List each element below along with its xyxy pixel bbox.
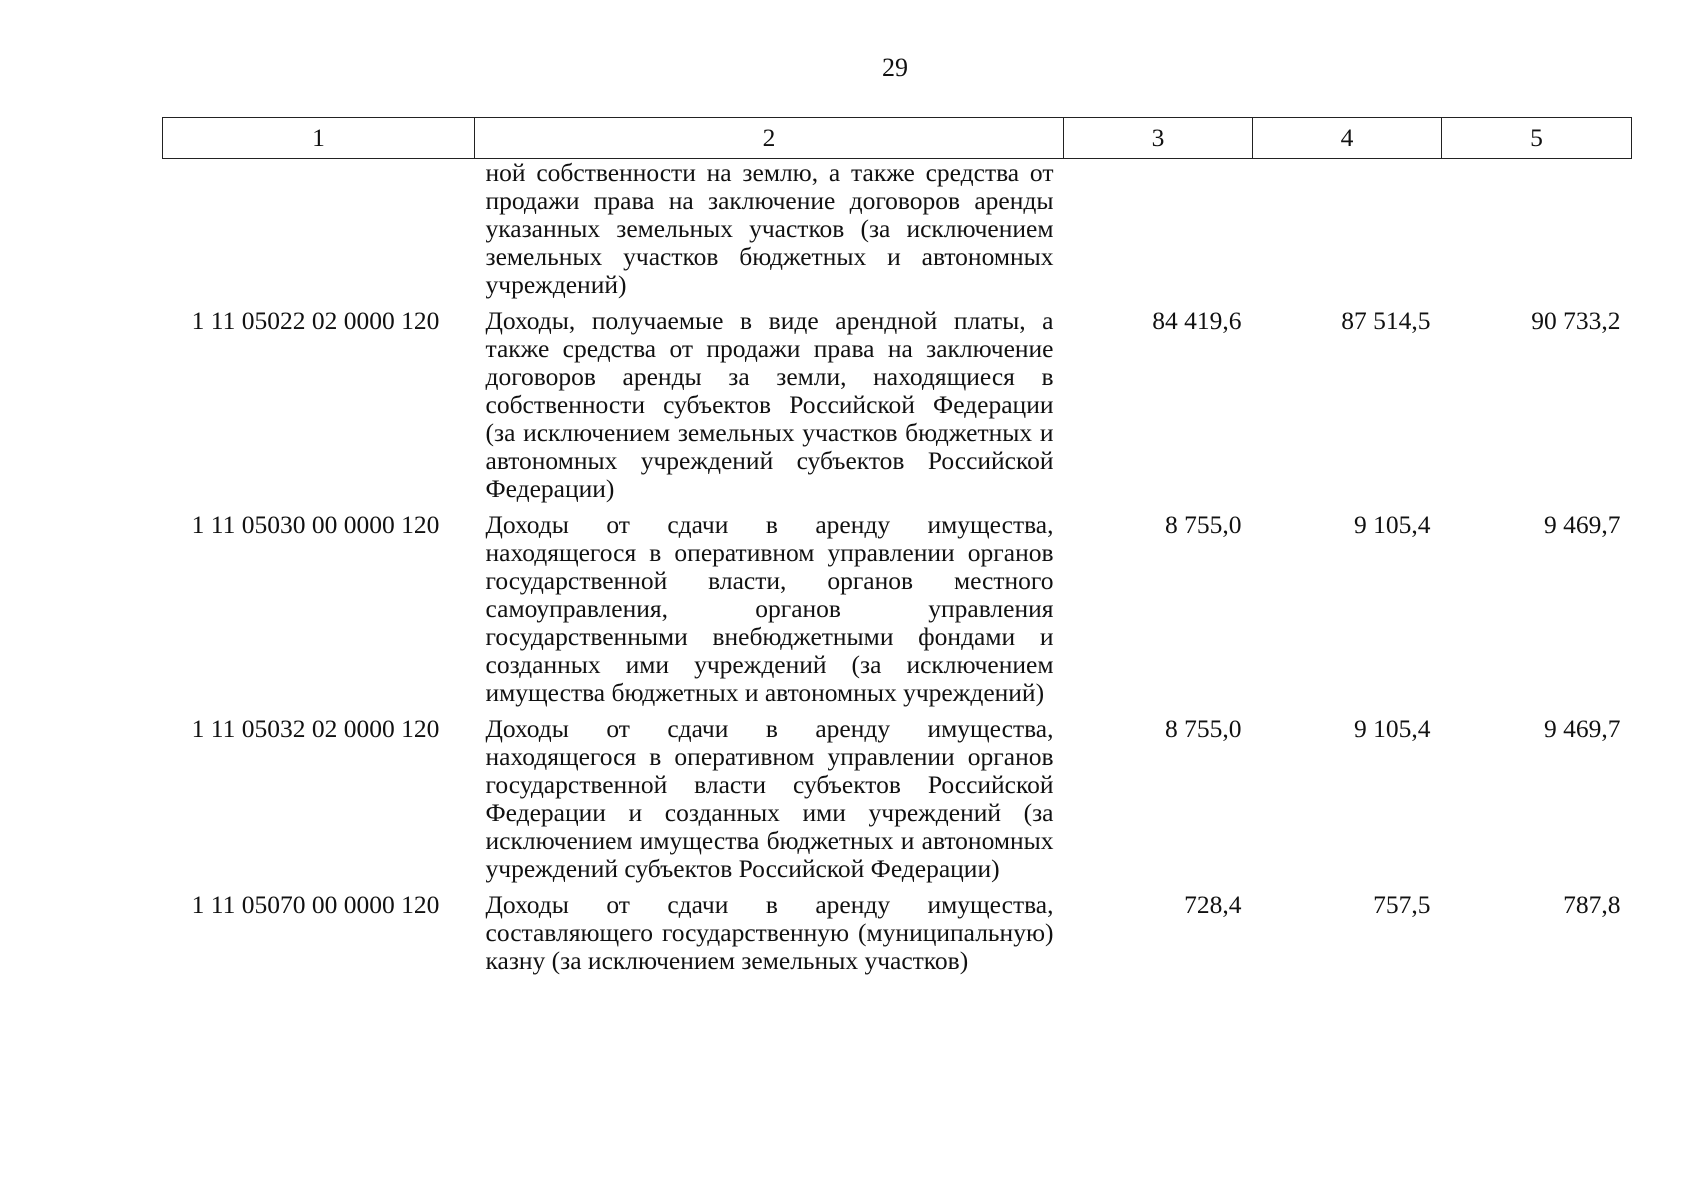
column-header-4: 4 — [1253, 118, 1442, 159]
column-header-3: 3 — [1064, 118, 1253, 159]
page-number: 29 — [882, 53, 908, 82]
column-header-1: 1 — [163, 118, 475, 159]
revenue-description: Доходы от сдачи в аренду имущества, находящегося в оперативном управлении органов государственной власти субъектов Российской Федерации и созданных ими учреждений (за исключением имущества бюджетных и автономных учреждений субъектов Российской Федерации) — [485, 714, 1054, 883]
table-row — [163, 159, 1632, 300]
revenue-description: Доходы от сдачи в аренду имущества, находящегося в оперативном управлении органов государственной власти, органов местного самоуправления, органов управления государственными внебюджетными фондами и созданных ими учреждений (за исключением имущества бюджетных и автономных учреждений) — [485, 510, 1054, 707]
value-col5: 9 469,7 — [1544, 714, 1621, 743]
value-col5 — [1442, 159, 1632, 300]
column-header-5: 5 — [1442, 118, 1632, 159]
budget-revenue-table — [162, 117, 1632, 975]
revenue-code: 1 11 05022 02 0000 120 — [191, 306, 440, 335]
value-col5: 90 733,2 — [1531, 306, 1621, 335]
revenue-description: Доходы, получаемые в виде арендной платы, а также средства от продажи права на заключение договоров аренды за земли, находящиеся в собственности субъектов Российской Федерации (за исключением земельных участков бюджетных и автономных учреждений субъектов Российской Федерации) — [485, 306, 1054, 503]
value-col4: 9 105,4 — [1354, 714, 1431, 743]
revenue-description: Доходы от сдачи в аренду имущества, составляющего государственную (муниципальную) казну (за исключением земельных участков) — [485, 890, 1054, 975]
column-header-2: 2 — [475, 118, 1064, 159]
table-row — [163, 299, 1632, 503]
table-header-row — [163, 118, 1632, 159]
value-col3 — [1064, 159, 1253, 300]
value-col3: 8 755,0 — [1165, 714, 1242, 743]
revenue-code: 1 11 05070 00 0000 120 — [191, 890, 440, 919]
table-row — [163, 503, 1632, 707]
value-col4 — [1253, 159, 1442, 300]
value-col5: 787,8 — [1563, 890, 1621, 919]
value-col5: 9 469,7 — [1544, 510, 1621, 539]
revenue-description: ной собственности на землю, а также средства от продажи права на заключение договоров аренды указанных земельных участков (за исключением земельных участков бюджетных и автономных учреждений) — [485, 158, 1054, 299]
value-col4: 9 105,4 — [1354, 510, 1431, 539]
value-col4: 757,5 — [1373, 890, 1431, 919]
value-col3: 728,4 — [1184, 890, 1242, 919]
value-col3: 84 419,6 — [1152, 306, 1242, 335]
revenue-code — [163, 159, 475, 300]
revenue-code: 1 11 05032 02 0000 120 — [191, 714, 440, 743]
table-row — [163, 883, 1632, 975]
value-col3: 8 755,0 — [1165, 510, 1242, 539]
revenue-code: 1 11 05030 00 0000 120 — [191, 510, 440, 539]
table-row — [163, 707, 1632, 883]
value-col4: 87 514,5 — [1341, 306, 1431, 335]
